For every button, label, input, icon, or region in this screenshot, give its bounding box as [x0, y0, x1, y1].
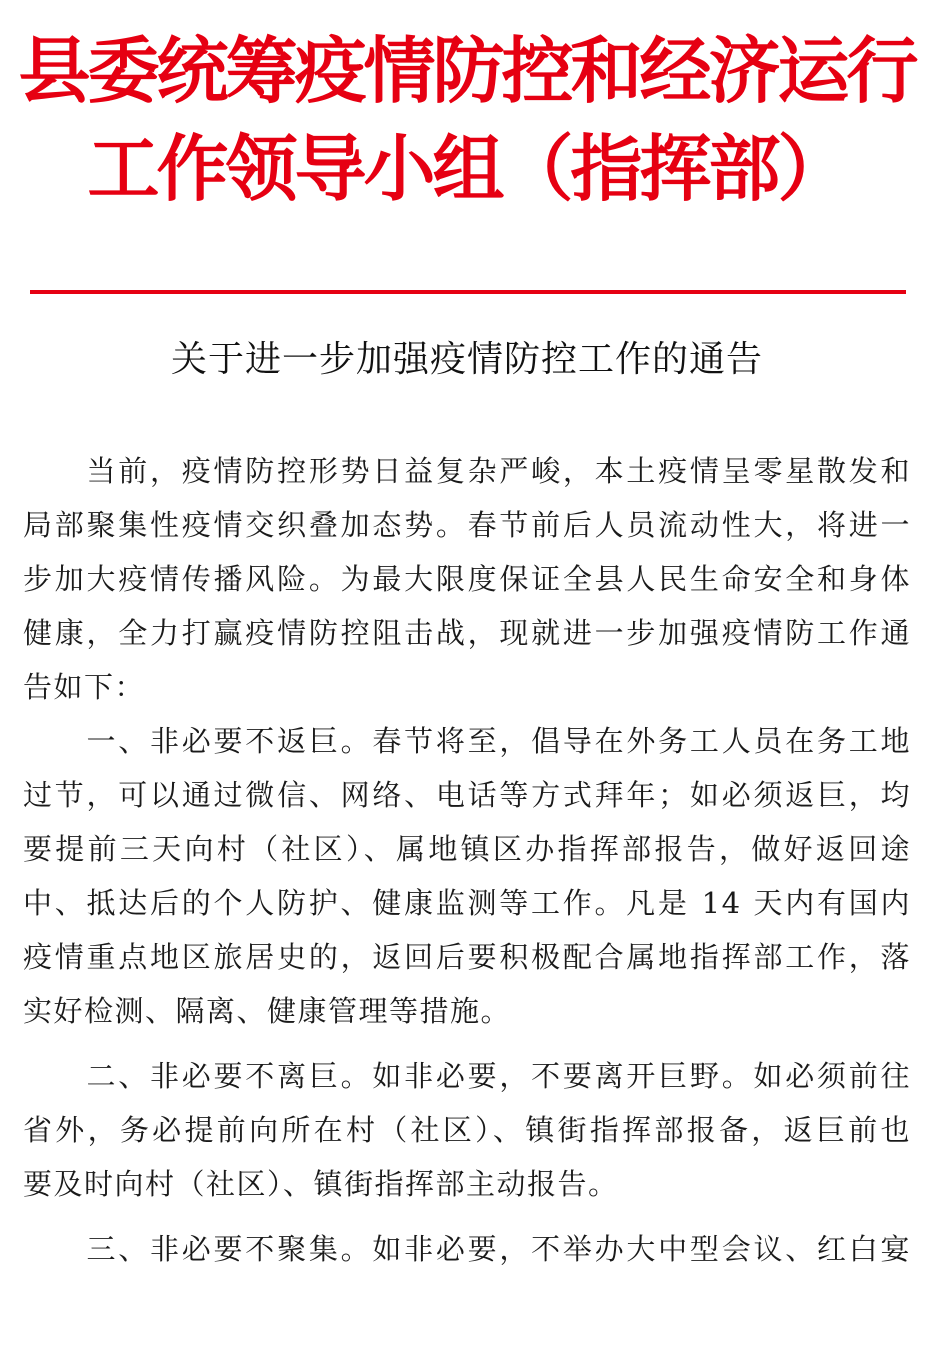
notice-body — [23, 444, 911, 1276]
paragraph-line: 告如下： — [23, 670, 146, 704]
paragraph-line: 步加大疫情传播风险。为最大限度保证全县人民生命安全和身体 — [23, 562, 911, 596]
paragraph-line: 健康，全力打赢疫情防控阻击战，现就进一步加强疫情防工作通 — [23, 616, 911, 650]
paragraph-line: 一、非必要不返巨。春节将至，倡导在外务工人员在务工地 — [23, 724, 911, 758]
paragraph-gap — [23, 1038, 911, 1049]
paragraph-line: 疫情重点地区旅居史的，返回后要积极配合属地指挥部工作，落 — [23, 940, 911, 974]
paragraph-line: 局部聚集性疫情交织叠加态势。春节前后人员流动性大，将进一 — [23, 508, 911, 542]
paragraph-line: 要提前三天向村（社区）、属地镇区办指挥部报告，做好返回途 — [23, 832, 911, 866]
item-2-paragraph — [23, 1049, 911, 1211]
paragraph-line: 当前，疫情防控形势日益复杂严峻，本土疫情呈零星散发和 — [23, 454, 911, 488]
issuing-authority-header — [0, 22, 934, 218]
intro-paragraph — [23, 444, 911, 714]
notice-title: 关于进一步加强疫情防控工作的通告 — [170, 339, 763, 380]
paragraph-gap — [23, 1211, 911, 1222]
item-1-paragraph — [23, 714, 911, 1038]
paragraph-line: 实好检测、隔离、健康管理等措施。 — [23, 994, 512, 1028]
paragraph-line: 过节，可以通过微信、网络、电话等方式拜年；如必须返巨，均 — [23, 778, 911, 812]
header-title-line-1: 县委统筹疫情防控和经济运行 — [18, 29, 916, 113]
paragraph-line: 中、抵达后的个人防护、健康监测等工作。凡是 14 天内有国内 — [23, 886, 911, 920]
paragraph-line: 省外，务必提前向所在村（社区）、镇街指挥部报备，返巨前也 — [23, 1113, 911, 1147]
header-title-line-2: 工作领导小组（指挥部） — [87, 127, 847, 211]
item-3-paragraph — [23, 1222, 911, 1276]
red-divider-rule — [30, 290, 906, 294]
paragraph-line: 要及时向村（社区）、镇街指挥部主动报告。 — [23, 1167, 619, 1201]
paragraph-line: 三、非必要不聚集。如非必要，不举办大中型会议、红白宴 — [23, 1232, 911, 1266]
paragraph-line: 二、非必要不离巨。如非必要，不要离开巨野。如必须前往 — [23, 1059, 911, 1093]
